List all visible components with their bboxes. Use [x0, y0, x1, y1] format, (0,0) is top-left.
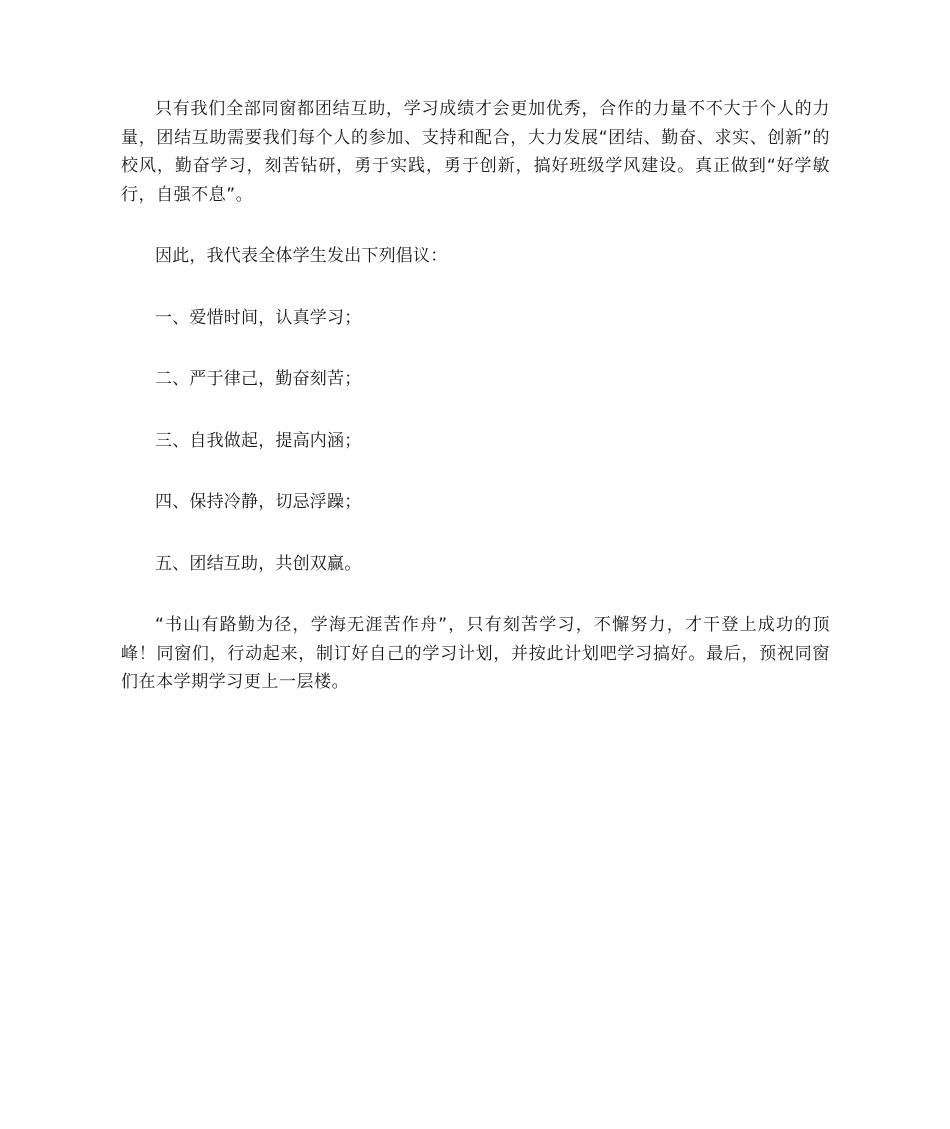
paragraph-closing: “书山有路勤为径，学海无涯苦作舟”，只有刻苦学习，不懈努力，才干登上成功的顶峰！同窗们，行动起来，制订好自己的学习计划，并按此计划吧学习搞好。最后，预祝同窗们在本学期学习更上一层楼。	[121, 615, 830, 692]
proposal-item-3: 三、自我做起，提高内涵；	[155, 430, 362, 451]
document-body	[121, 95, 830, 730]
proposal-item-5: 五、团结互助，共创双赢。	[155, 553, 362, 574]
paragraph-unity: 只有我们全部同窗都团结互助，学习成绩才会更加优秀，合作的力量不不大于个人的力量，团结互助需要我们每个人的参加、支持和配合，大力发展“团结、勤奋、求实、创新”的校风，勤奋学习，刻苦钻研，勇于实践，勇于创新，搞好班级学风建设。真正做到“好学敏行，自强不息”。	[121, 99, 830, 205]
paragraph-proposal-intro: 因此，我代表全体学生发出下列倡议：	[155, 246, 448, 266]
proposal-item-2: 二、严于律己，勤奋刻苦；	[155, 369, 362, 389]
proposal-item-4: 四、保持冷静，切忌浮躁；	[155, 492, 362, 512]
proposal-item-1: 一、爱惜时间，认真学习；	[155, 307, 362, 328]
